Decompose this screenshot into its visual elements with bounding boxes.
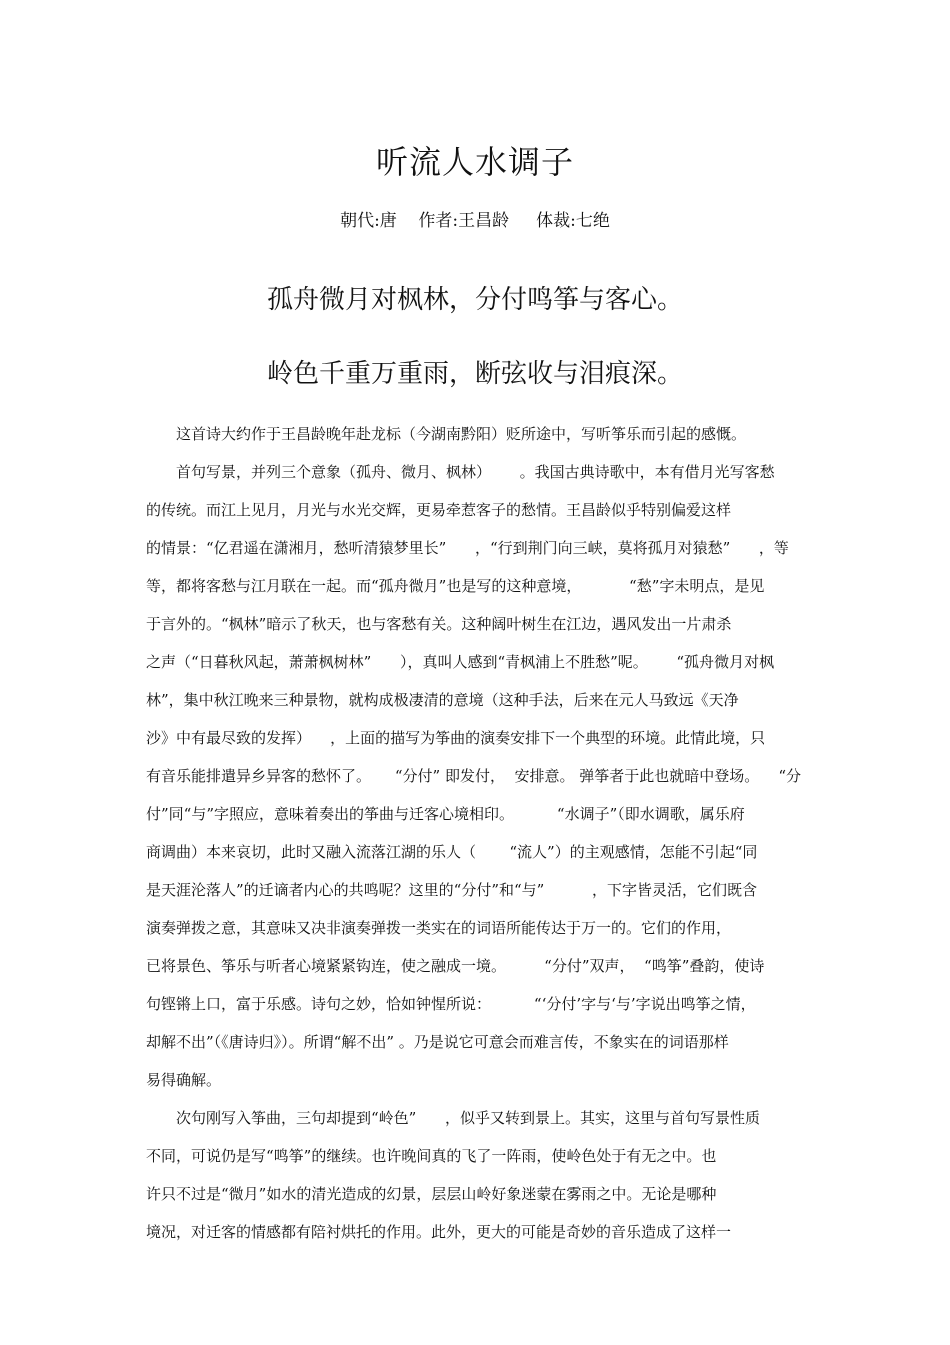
commentary-line: 境况，对迁客的情感都有陪衬烘托的作用。此外，更大的可能是奇妙的音乐造成了这样一 xyxy=(146,1223,732,1241)
commentary-line: 这首诗大约作于王昌龄晚年赴龙标（今湖南黔阳）贬所途中，写听筝乐而引起的感慨。 xyxy=(176,425,747,443)
commentary-line: 演奏弹拨之意，其意味又决非演奏弹拨一类实在的词语所能传达于万一的。它们的作用， xyxy=(146,919,732,937)
poem-verse-1: 孤舟微月对枫林，分付鸣筝与客心。 xyxy=(266,285,683,315)
commentary-line: 已将景色、筝乐与听者心境紧紧钩连，使之融成一境。 “分付”双声， “鸣筝”叠韵，使诗 xyxy=(146,957,765,975)
poem-verse-2: 岭色千重万重雨，断弦收与泪痕深。 xyxy=(266,359,683,389)
commentary-line: 易得确解。 xyxy=(146,1071,222,1089)
commentary-line: 却解不出”（《唐诗归》）。所谓“解不出” 。乃是说它可意会而难言传，不象实在的词语那样 xyxy=(146,1033,729,1051)
poem-meta: 朝代:唐 作者:王昌龄 体裁:七绝 xyxy=(340,211,610,231)
commentary-line: 付”同“与”字照应，意味着奏出的筝曲与迁客心境相印。 “水调子”（即水调歌，属乐府 xyxy=(146,805,745,823)
commentary-line: 首句写景，并列三个意象（孤舟、微月、枫林） 。我国古典诗歌中，本有借月光写客愁 xyxy=(176,463,775,481)
commentary-line: 商调曲）本来哀切，此时又融入流落江湖的乐人（ “流人”）的主观感情，怎能不引起“同 xyxy=(146,843,758,861)
poem-title: 听流人水调子 xyxy=(375,143,574,181)
commentary-line: 之声（“日暮秋风起，萧萧枫树林” ），真叫人感到“青枫浦上不胜愁”呢。 “孤舟微月对枫 xyxy=(146,653,775,671)
commentary-line: 次句刚写入筝曲，三句却提到“岭色” ，似乎又转到景上。其实，这里与首句写景性质 xyxy=(176,1109,760,1127)
commentary-line: 的情景：“亿君遥在潇湘月，愁听清猿梦里长” ，“行到荆门向三峡，莫将孤月对猿愁” ，等 xyxy=(146,539,789,557)
commentary-line: 林”，集中秋江晚来三种景物，就构成极凄清的意境（这种手法，后来在元人马致远《天净 xyxy=(146,691,739,709)
commentary-line: 沙》中有最尽致的发挥） ，上面的描写为筝曲的演奏安排下一个典型的环境。此情此境，只 xyxy=(146,729,766,747)
commentary-line: 有音乐能排遣异乡异客的愁怀了。 “分付” 即发付， 安排意。 弹筝者于此也就暗中登场。 “分 xyxy=(146,767,801,785)
commentary-line: 等，都将客愁与江月联在一起。而“孤舟微月”也是写的这种意境， “愁”字未明点，是见 xyxy=(146,577,765,595)
commentary-line: 是天涯沦落人”的迁谪者内心的共鸣呢？这里的“分付”和“与” ，下字皆灵活，它们既含 xyxy=(146,881,758,899)
commentary-line: 不同，可说仍是写“鸣筝”的继续。也许晚间真的飞了一阵雨，使岭色处于有无之中。也 xyxy=(146,1147,717,1165)
commentary-line: 于言外的。“枫林”暗示了秋天，也与客愁有关。这种阔叶树生在江边，遇风发出一片肃杀 xyxy=(146,615,732,633)
commentary-line: 的传统。而江上见月，月光与水光交辉，更易牵惹客子的愁情。王昌龄似乎特别偏爱这样 xyxy=(146,501,732,519)
commentary-line: 许只不过是“微月”如水的清光造成的幻景，层层山岭好象迷蒙在雾雨之中。无论是哪种 xyxy=(146,1185,717,1203)
commentary-line: 句铿锵上口，富于乐感。诗句之妙，恰如钟惺所说： “‘分付’字与‘与’字说出鸣筝之情， xyxy=(146,995,756,1013)
